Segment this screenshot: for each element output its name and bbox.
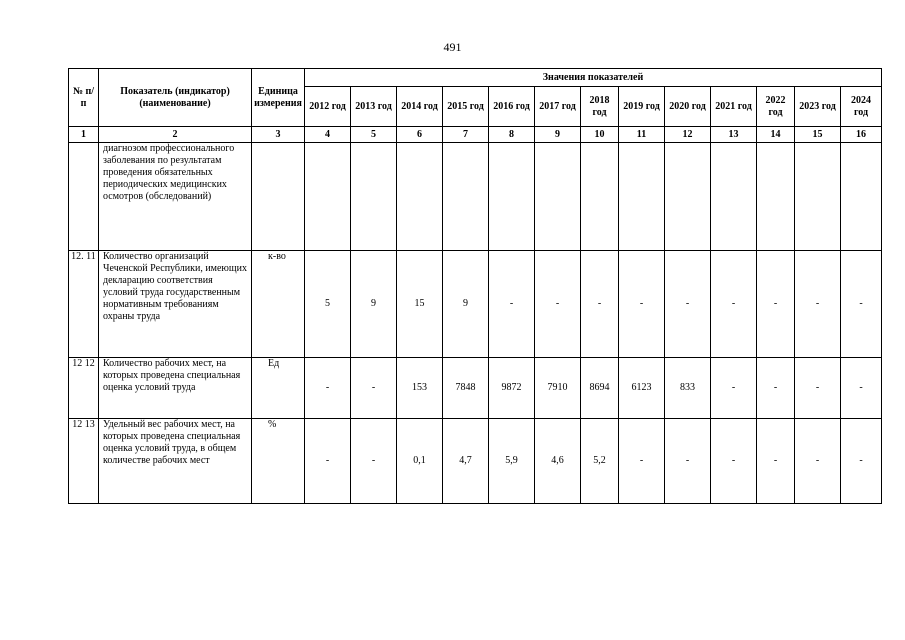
row-value xyxy=(351,143,397,251)
header-year: 2023 год xyxy=(795,87,841,127)
row-value xyxy=(795,143,841,251)
table-row xyxy=(69,143,882,251)
column-number: 15 xyxy=(795,127,841,143)
row-indicator: Удельный вес рабочих мест, на которых проведена специальная оценка условий труда, в общем количестве рабочих мест xyxy=(99,419,252,504)
header-year: 2013 год xyxy=(351,87,397,127)
row-value xyxy=(305,143,351,251)
row-value: - xyxy=(841,419,882,504)
row-value: 833 xyxy=(665,358,711,419)
row-value: - xyxy=(795,251,841,358)
header-year: 2016 год xyxy=(489,87,535,127)
row-indicator: диагнозом профессионального заболевания по результатам проведения обязательных периодических медицинских осмотров (обследований) xyxy=(99,143,252,251)
row-value: - xyxy=(757,419,795,504)
header-year: 2014 год xyxy=(397,87,443,127)
row-value xyxy=(757,143,795,251)
row-unit: % xyxy=(252,419,305,504)
row-value: 9 xyxy=(351,251,397,358)
header-indicator: Показатель (индикатор) (наименование) xyxy=(99,69,252,127)
row-value: - xyxy=(711,358,757,419)
column-number: 9 xyxy=(535,127,581,143)
row-id: 12 13 xyxy=(69,419,99,504)
row-value: 153 xyxy=(397,358,443,419)
page-number: 491 xyxy=(443,40,462,54)
row-value: 4,7 xyxy=(443,419,489,504)
row-value: - xyxy=(795,358,841,419)
row-id: 12 12 xyxy=(69,358,99,419)
row-value xyxy=(711,143,757,251)
row-indicator: Количество организаций Чеченской Республики, имеющих декларацию соответствия условий труда государственным нормативным требованиям охраны труда xyxy=(99,251,252,358)
table-row xyxy=(69,358,882,419)
header-year: 2017 год xyxy=(535,87,581,127)
column-number: 10 xyxy=(581,127,619,143)
row-value: 9 xyxy=(443,251,489,358)
row-value: 9872 xyxy=(489,358,535,419)
row-value: - xyxy=(581,251,619,358)
row-value: - xyxy=(757,251,795,358)
row-value: - xyxy=(619,419,665,504)
row-value: - xyxy=(535,251,581,358)
table-header xyxy=(69,69,882,127)
row-value: - xyxy=(665,419,711,504)
column-number: 16 xyxy=(841,127,882,143)
row-id: 12. 11 xyxy=(69,251,99,358)
column-number: 12 xyxy=(665,127,711,143)
row-value xyxy=(535,143,581,251)
row-value: - xyxy=(795,419,841,504)
row-value: 7848 xyxy=(443,358,489,419)
column-number: 3 xyxy=(252,127,305,143)
row-value: - xyxy=(711,251,757,358)
column-number: 7 xyxy=(443,127,489,143)
row-value: - xyxy=(841,251,882,358)
row-value xyxy=(841,143,882,251)
row-value xyxy=(443,143,489,251)
row-value xyxy=(489,143,535,251)
column-number: 11 xyxy=(619,127,665,143)
column-number: 13 xyxy=(711,127,757,143)
column-number: 14 xyxy=(757,127,795,143)
header-year: 2015 год xyxy=(443,87,489,127)
row-unit xyxy=(252,143,305,251)
row-value: - xyxy=(305,358,351,419)
row-indicator: Количество рабочих мест, на которых проведена специальная оценка условий труда xyxy=(99,358,252,419)
header-year: 2020 год xyxy=(665,87,711,127)
row-value: - xyxy=(665,251,711,358)
header-unit: Единица измерения xyxy=(252,69,305,127)
row-value: 8694 xyxy=(581,358,619,419)
row-value: - xyxy=(711,419,757,504)
row-unit: к-во xyxy=(252,251,305,358)
header-year: 2018 год xyxy=(581,87,619,127)
row-value xyxy=(665,143,711,251)
column-number: 8 xyxy=(489,127,535,143)
table-row xyxy=(69,251,882,358)
header-year: 2024 год xyxy=(841,87,882,127)
column-number: 6 xyxy=(397,127,443,143)
column-number: 4 xyxy=(305,127,351,143)
row-value: - xyxy=(305,419,351,504)
row-value: - xyxy=(757,358,795,419)
row-value: - xyxy=(841,358,882,419)
row-value: - xyxy=(351,419,397,504)
row-value: 5,2 xyxy=(581,419,619,504)
header-year: 2019 год xyxy=(619,87,665,127)
header-year: 2012 год xyxy=(305,87,351,127)
row-value: 0,1 xyxy=(397,419,443,504)
row-value: - xyxy=(619,251,665,358)
column-number: 5 xyxy=(351,127,397,143)
column-number-row xyxy=(69,127,882,143)
header-year: 2022 год xyxy=(757,87,795,127)
row-unit: Ед xyxy=(252,358,305,419)
row-value: - xyxy=(489,251,535,358)
header-year: 2021 год xyxy=(711,87,757,127)
row-id xyxy=(69,143,99,251)
row-value: 4,6 xyxy=(535,419,581,504)
table-row xyxy=(69,419,882,504)
header-values-group: Значения показателей xyxy=(305,69,882,87)
indicators-table xyxy=(68,68,882,504)
row-value: - xyxy=(351,358,397,419)
row-value: 5 xyxy=(305,251,351,358)
row-value: 7910 xyxy=(535,358,581,419)
column-number: 2 xyxy=(99,127,252,143)
column-number: 1 xyxy=(69,127,99,143)
header-num: № п/п xyxy=(69,69,99,127)
row-value xyxy=(397,143,443,251)
row-value xyxy=(581,143,619,251)
row-value: 15 xyxy=(397,251,443,358)
row-value: 6123 xyxy=(619,358,665,419)
row-value: 5,9 xyxy=(489,419,535,504)
row-value xyxy=(619,143,665,251)
